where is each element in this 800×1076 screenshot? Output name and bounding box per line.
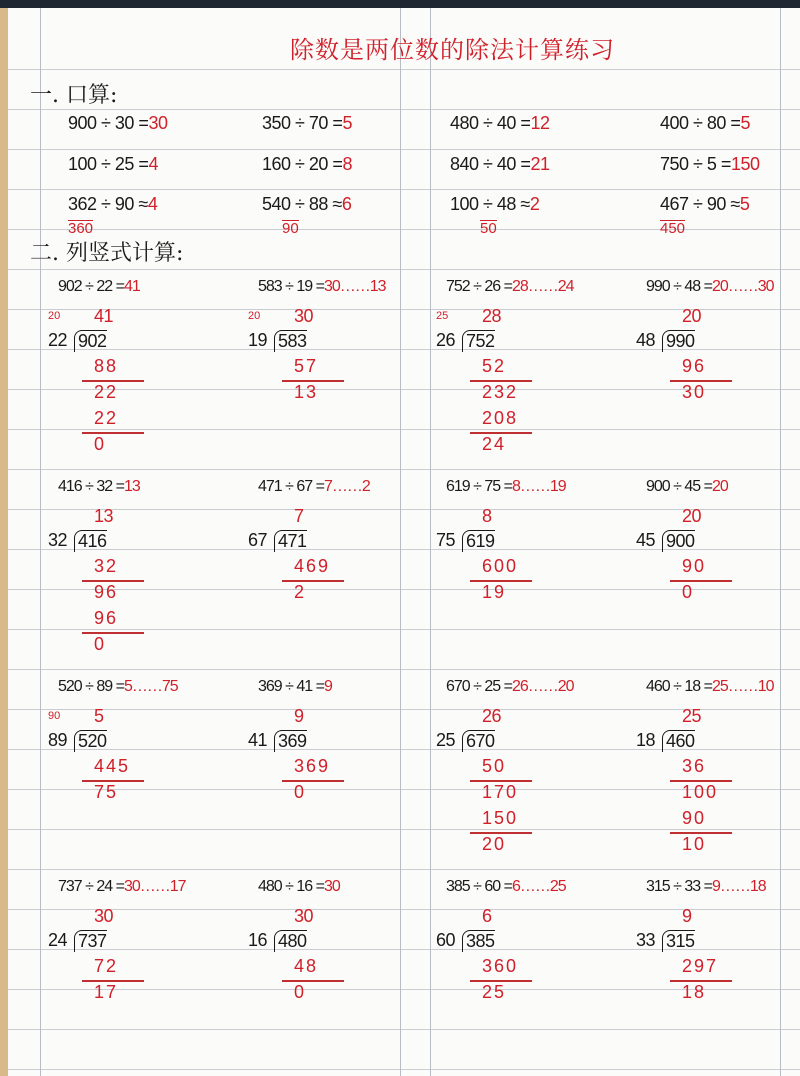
estimate-note: 20 [48, 310, 61, 322]
problem-answer: 13 [123, 478, 140, 495]
work-line: 0 [94, 634, 107, 654]
dividend: 480 [274, 930, 307, 952]
division-equation [646, 878, 766, 896]
quotient-digits: 13 [94, 506, 114, 526]
estimate-note: 20 [248, 310, 261, 322]
problem-answer: 30……17 [123, 878, 186, 895]
oral-problem [450, 113, 549, 134]
problem-expression: 315 ÷ 33 = [646, 878, 712, 895]
work-line: 50 [482, 756, 507, 776]
work-line: 96 [682, 356, 707, 376]
problem-expression: 840 ÷ 40 = [450, 154, 531, 174]
problem-expression: 750 ÷ 5 = [660, 154, 731, 174]
problem-expression: 540 ÷ 88 ≈ [262, 194, 342, 214]
problem-answer: 41 [123, 278, 140, 295]
work-line: 20 [482, 834, 507, 854]
quotient-digits: 5 [94, 706, 104, 726]
problem-answer: 25……10 [711, 678, 774, 695]
problem-expression: 900 ÷ 30 = [68, 113, 149, 133]
quotient-digits: 41 [94, 306, 114, 326]
problem-expression: 737 ÷ 24 = [58, 878, 124, 895]
work-line: 25 [482, 982, 507, 1002]
quotient-digits: 7 [294, 506, 304, 526]
paper-edge [0, 8, 8, 1076]
work-line: 36 [682, 756, 707, 776]
problem-expression: 369 ÷ 41 = [258, 678, 324, 695]
division-equation [58, 278, 140, 296]
problem-answer: 6……25 [511, 878, 566, 895]
division-equation [646, 278, 774, 296]
work-line: 369 [294, 756, 331, 776]
division-equation [258, 878, 340, 896]
oral-problem [68, 113, 167, 134]
problem-answer: 8……19 [511, 478, 566, 495]
problem-answer: 28……24 [511, 278, 574, 295]
divisor: 60 [436, 930, 456, 950]
subtraction-rule [282, 980, 344, 982]
dividend: 315 [662, 930, 695, 952]
work-line: 18 [682, 982, 707, 1002]
work-line: 22 [94, 382, 119, 402]
problem-expression: 350 ÷ 70 = [262, 113, 343, 133]
dividend: 471 [274, 530, 307, 552]
work-line: 10 [682, 834, 707, 854]
margin-line [40, 8, 41, 1076]
problem-answer: 5 [342, 113, 352, 133]
column-divider [400, 8, 401, 1076]
dividend: 369 [274, 730, 307, 752]
dividend: 900 [662, 530, 695, 552]
oral-problem [262, 154, 352, 175]
dividend: 583 [274, 330, 307, 352]
problem-expression: 900 ÷ 45 = [646, 478, 712, 495]
estimate-note: 90 [282, 220, 299, 237]
worksheet-title: 除数是两位数的除法计算练习 [290, 36, 615, 64]
problem-expression: 471 ÷ 67 = [258, 478, 324, 495]
problem-expression: 467 ÷ 90 ≈ [660, 194, 740, 214]
problem-expression: 362 ÷ 90 ≈ [68, 194, 148, 214]
work-line: 19 [482, 582, 507, 602]
oral-problem [68, 154, 158, 175]
problem-answer: 4 [147, 194, 158, 214]
estimate-note: 450 [660, 220, 686, 237]
quotient-digits: 9 [682, 906, 692, 926]
divisor: 24 [48, 930, 68, 950]
work-line: 445 [94, 756, 131, 776]
estimate-note: 25 [436, 310, 449, 322]
dividend: 737 [74, 930, 107, 952]
work-line: 30 [682, 382, 707, 402]
problem-answer: 30 [148, 113, 168, 133]
problem-expression: 583 ÷ 19 = [258, 278, 324, 295]
problem-answer: 8 [342, 154, 352, 174]
divisor: 22 [48, 330, 68, 350]
problem-expression: 400 ÷ 80 = [660, 113, 741, 133]
problem-expression: 160 ÷ 20 = [262, 154, 343, 174]
division-equation [258, 678, 332, 696]
work-line: 90 [682, 556, 707, 576]
problem-answer: 7……2 [323, 478, 370, 495]
work-line: 52 [482, 356, 507, 376]
work-line: 232 [482, 382, 519, 402]
division-equation [258, 278, 386, 296]
division-equation [446, 478, 566, 496]
work-line: 72 [94, 956, 119, 976]
problem-answer: 12 [530, 113, 550, 133]
work-line: 48 [294, 956, 319, 976]
division-equation [58, 678, 178, 696]
division-equation [58, 478, 140, 496]
problem-expression: 902 ÷ 22 = [58, 278, 124, 295]
problem-answer: 6 [341, 194, 352, 214]
problem-expression: 520 ÷ 89 = [58, 678, 124, 695]
dividend: 902 [74, 330, 107, 352]
section-heading-oral: 一. 口算: [30, 83, 118, 108]
problem-answer: 30 [323, 878, 340, 895]
problem-answer: 20 [711, 478, 728, 495]
problem-answer: 20……30 [711, 278, 774, 295]
quotient-digits: 30 [294, 306, 314, 326]
column-divider [430, 8, 431, 1076]
quotient-digits: 20 [682, 506, 702, 526]
work-line: 0 [294, 982, 307, 1002]
quotient-digits: 8 [482, 506, 492, 526]
work-line: 0 [682, 582, 695, 602]
work-line: 22 [94, 408, 119, 428]
problem-expression: 480 ÷ 16 = [258, 878, 324, 895]
subtraction-rule [82, 632, 144, 634]
problem-answer: 9……18 [711, 878, 766, 895]
work-line: 469 [294, 556, 331, 576]
problem-answer: 5 [739, 194, 750, 214]
work-line: 17 [94, 982, 119, 1002]
problem-expression: 619 ÷ 75 = [446, 478, 512, 495]
divisor: 48 [636, 330, 656, 350]
quotient-digits: 30 [94, 906, 114, 926]
divisor: 16 [248, 930, 268, 950]
top-bar [0, 0, 800, 8]
problem-answer: 30……13 [323, 278, 386, 295]
work-line: 90 [682, 808, 707, 828]
subtraction-rule [282, 780, 344, 782]
work-line: 88 [94, 356, 119, 376]
problem-answer: 5 [740, 113, 750, 133]
division-equation [446, 678, 574, 696]
divisor: 33 [636, 930, 656, 950]
work-line: 297 [682, 956, 719, 976]
problem-answer: 150 [730, 154, 760, 174]
division-equation [446, 878, 566, 896]
dividend: 670 [462, 730, 495, 752]
divisor: 75 [436, 530, 456, 550]
division-equation [646, 678, 774, 696]
work-line: 24 [482, 434, 507, 454]
problem-answer: 9 [323, 678, 332, 695]
work-line: 0 [94, 434, 107, 454]
problem-expression: 990 ÷ 48 = [646, 278, 712, 295]
work-line: 0 [294, 782, 307, 802]
quotient-digits: 6 [482, 906, 492, 926]
division-equation [58, 878, 186, 896]
divisor: 89 [48, 730, 68, 750]
dividend: 460 [662, 730, 695, 752]
division-equation [258, 478, 370, 496]
problem-expression: 460 ÷ 18 = [646, 678, 712, 695]
work-line: 2 [294, 582, 307, 602]
problem-expression: 670 ÷ 25 = [446, 678, 512, 695]
subtraction-rule [82, 432, 144, 434]
oral-problem [450, 154, 549, 175]
divisor: 25 [436, 730, 456, 750]
estimate-note: 90 [48, 710, 61, 722]
divisor: 32 [48, 530, 68, 550]
quotient-digits: 30 [294, 906, 314, 926]
oral-problem [660, 113, 750, 134]
section-heading-written: 二. 列竖式计算: [30, 241, 184, 266]
divisor: 26 [436, 330, 456, 350]
divisor: 19 [248, 330, 268, 350]
work-line: 13 [294, 382, 319, 402]
work-line: 170 [482, 782, 519, 802]
problem-answer: 5……75 [123, 678, 178, 695]
division-equation [646, 478, 728, 496]
work-line: 96 [94, 582, 119, 602]
work-line: 600 [482, 556, 519, 576]
work-line: 208 [482, 408, 519, 428]
work-line: 75 [94, 782, 119, 802]
quotient-digits: 26 [482, 706, 502, 726]
dividend: 520 [74, 730, 107, 752]
problem-answer: 21 [530, 154, 550, 174]
subtraction-rule [282, 580, 344, 582]
estimate-note: 50 [480, 220, 497, 237]
work-line: 32 [94, 556, 119, 576]
oral-problem [450, 194, 539, 215]
problem-expression: 480 ÷ 40 = [450, 113, 531, 133]
problem-answer: 4 [148, 154, 158, 174]
work-line: 100 [682, 782, 719, 802]
divisor: 67 [248, 530, 268, 550]
problem-expression: 416 ÷ 32 = [58, 478, 124, 495]
quotient-digits: 25 [682, 706, 702, 726]
margin-line [780, 8, 781, 1076]
division-equation [446, 278, 574, 296]
divisor: 18 [636, 730, 656, 750]
estimate-note: 360 [68, 220, 94, 237]
divisor: 41 [248, 730, 268, 750]
problem-answer: 26……20 [511, 678, 574, 695]
oral-problem [68, 194, 157, 215]
problem-expression: 385 ÷ 60 = [446, 878, 512, 895]
oral-problem [660, 154, 759, 175]
dividend: 752 [462, 330, 495, 352]
work-line: 360 [482, 956, 519, 976]
work-line: 150 [482, 808, 519, 828]
oral-problem [660, 194, 749, 215]
dividend: 619 [462, 530, 495, 552]
dividend: 416 [74, 530, 107, 552]
oral-problem [262, 194, 351, 215]
problem-expression: 752 ÷ 26 = [446, 278, 512, 295]
dividend: 385 [462, 930, 495, 952]
quotient-digits: 28 [482, 306, 502, 326]
oral-problem [262, 113, 352, 134]
quotient-digits: 9 [294, 706, 304, 726]
subtraction-rule [670, 580, 732, 582]
problem-answer: 2 [529, 194, 540, 214]
problem-expression: 100 ÷ 25 = [68, 154, 149, 174]
quotient-digits: 20 [682, 306, 702, 326]
divisor: 45 [636, 530, 656, 550]
work-line: 57 [294, 356, 319, 376]
work-line: 96 [94, 608, 119, 628]
problem-expression: 100 ÷ 48 ≈ [450, 194, 530, 214]
dividend: 990 [662, 330, 695, 352]
